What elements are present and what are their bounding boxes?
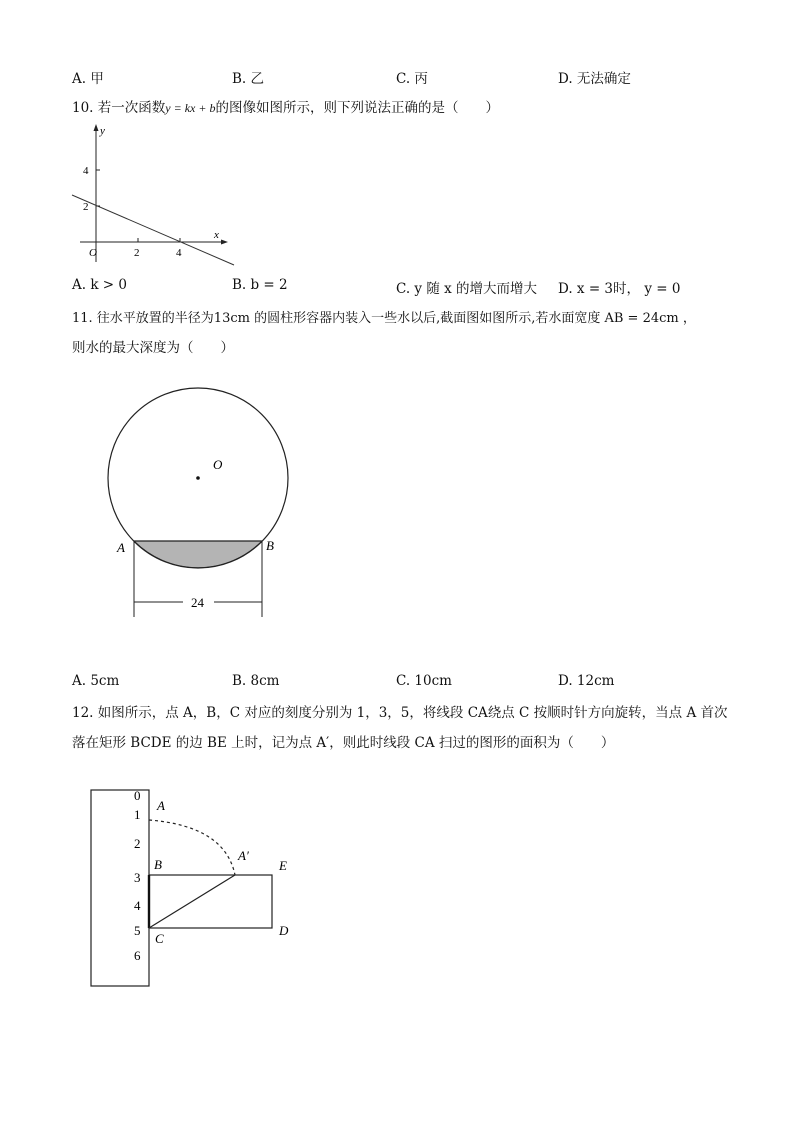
q10-label-x: x (214, 229, 219, 241)
q10-label-y: y (100, 125, 105, 137)
q10-option-b: B. b = 2 (232, 277, 288, 293)
q10-label-ytick-2: 2 (83, 201, 89, 213)
q9-option-b: B. 乙 (232, 71, 265, 87)
q11-label-a: A (117, 540, 125, 555)
q11-option-d: D. 12cm (558, 673, 615, 689)
q10-label-xtick-4: 4 (176, 247, 182, 259)
q12-label-e: E (279, 858, 287, 873)
q10-formula: y = kx + b (165, 101, 216, 115)
q10-option-d: D. x = 3时， y = 0 (558, 281, 681, 297)
q10-option-a: A. k > 0 (72, 277, 127, 293)
q10-label-ytick-4: 4 (83, 165, 89, 177)
q12-label-d: D (279, 923, 289, 938)
q11-stem-line2: 则水的最大深度为（ ） (72, 340, 234, 356)
q12-ruler-tick-0: 0 (134, 788, 141, 803)
q10-label-xtick-2: 2 (134, 247, 140, 259)
q10-option-c: C. y 随 x 的增大而增大 (396, 281, 538, 297)
q12-label-a-prime: A′ (238, 848, 249, 863)
q9-option-a: A. 甲 (72, 71, 104, 87)
q11-stem-line1: 11. 往水平放置的半径为13cm 的圆柱形容器内装入一些水以后,截面图如图所示,若水面宽度 AB = 24cm ， (72, 311, 696, 326)
q12-ruler-tick-6: 6 (134, 948, 141, 963)
q11-option-c: C. 10cm (396, 673, 452, 689)
q11-label-b: B (266, 538, 274, 553)
q12-label-a: A (157, 798, 165, 813)
q12-label-b: B (154, 857, 162, 872)
q12-ruler-tick-1: 1 (134, 807, 141, 822)
q10-stem-after: 的图像如图所示，则下列说法正确的是（ ） (215, 100, 499, 116)
q11-label-o: O (213, 457, 223, 472)
q12-ruler-tick-2: 2 (134, 836, 141, 851)
q11-option-a: A. 5cm (72, 673, 120, 689)
q11-dim-label: 24 (191, 595, 204, 610)
q12-stem-line2: 落在矩形 BCDE 的边 BE 上时，记为点 A′，则此时线段 CA 扫过的图形的面积为（ ） (72, 735, 615, 751)
q12-rectangle-bcde (149, 875, 272, 928)
q12-ruler-tick-5: 5 (134, 923, 141, 938)
q12-ruler-tick-3: 3 (134, 870, 141, 885)
q9-option-c: C. 丙 (396, 71, 428, 87)
q12-label-c: C (155, 931, 164, 946)
q11-option-b: B. 8cm (232, 673, 280, 689)
q9-option-d: D. 无法确定 (558, 71, 631, 87)
q10-stem-before: 10. 若一次函数 (72, 100, 166, 116)
q12-ruler-tick-4: 4 (134, 898, 141, 913)
q12-segment-ca-prime (149, 875, 235, 928)
q12-stem-line1: 12. 如图所示，点 A，B，C 对应的刻度分别为 1，3，5，将线段 CA绕点 C 按顺时针方向旋转，当点 A 首次 (72, 705, 728, 721)
q10-label-origin: O (89, 247, 97, 259)
